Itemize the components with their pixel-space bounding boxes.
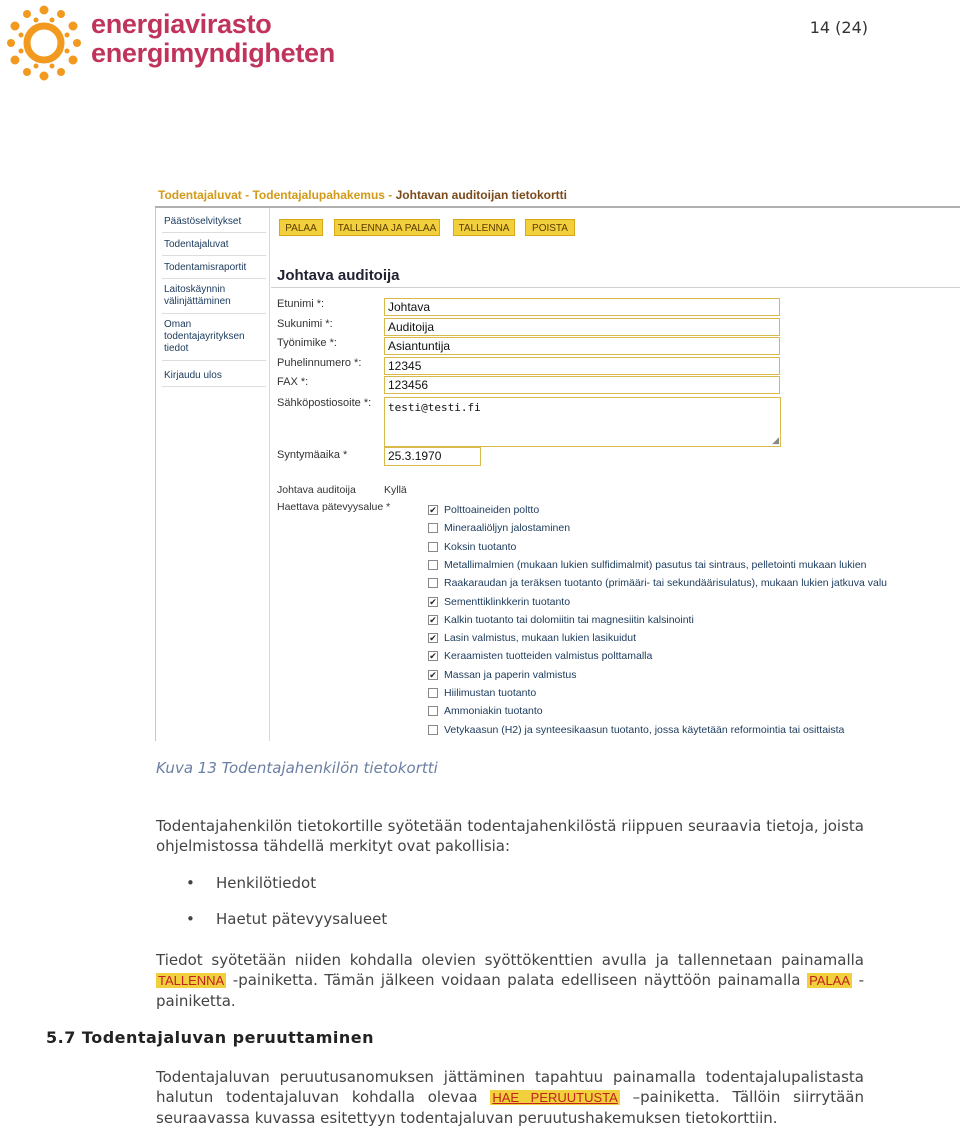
sidebar — [155, 208, 270, 741]
checkbox-label: Sementtiklinkkerin tuotanto — [444, 595, 571, 608]
tallenna-button-reference: TALLENNA — [158, 973, 225, 988]
sidebar-divider — [269, 208, 270, 741]
sidebar-separator — [162, 278, 266, 279]
checkbox-label: Mineraaliöljyn jalostaminen — [444, 522, 571, 535]
sidebar-item-todentamisraportit[interactable]: Todentamisraportit — [164, 262, 247, 273]
paragraph-intro: Todentajahenkilön tietokortille syötetään todentajahenkilöstä riippuen seuraavia tietoja, joista ohjelmistossa tähdellä merkityt ovat pakollisia: — [156, 817, 864, 855]
title-divider — [155, 206, 960, 208]
sidebar-separator — [162, 255, 266, 256]
checkbox-label: Polttoaineiden poltto — [444, 504, 540, 516]
checkbox-unchecked[interactable] — [428, 725, 438, 735]
checkbox-unchecked[interactable] — [428, 542, 438, 552]
tallenna-button[interactable]: TALLENNA — [453, 219, 515, 236]
checkbox-unchecked[interactable] — [428, 560, 438, 570]
palaa-button-reference: PALAA — [809, 973, 851, 988]
checkbox-label: Raakaraudan ja teräksen tuotanto (primääri- tai sekundäärisulatus), mukaan lukien jatkuva valu — [444, 577, 887, 590]
etunimi-field[interactable]: Johtava — [384, 298, 780, 316]
paragraph-cancellation: Todentajaluvan peruutusanomuksen jättäminen tapahtuu painamalla todentajalupalistasta halutun todentajaluvan kohdalla olevaa HAE PERUUTUSTA –painiketta. Tällöin siirrytään seuraavassa kuvassa esitettyyn todentajaluvan peruutushakemuksen tietokorttiin. — [156, 1068, 864, 1127]
checkbox-checked[interactable]: ✔ — [429, 596, 437, 607]
form-title-divider — [271, 287, 960, 288]
tyonimike-field[interactable]: Asiantuntija — [384, 337, 780, 355]
sidebar-separator — [162, 313, 266, 314]
form-title: Johtava auditoija — [277, 267, 400, 284]
syntymaaika-label: Syntymäaika * — [277, 449, 348, 461]
fax-field[interactable]: 123456 — [384, 376, 780, 394]
checkbox-label: Keraamisten tuotteiden valmistus polttamalla — [444, 650, 653, 663]
sidebar-item-laitoskaynnin[interactable]: Laitoskäynnin välinjättäminen — [164, 284, 231, 307]
patevyysalue-label: Haettava pätevyysalue * — [277, 501, 391, 513]
checkbox-unchecked[interactable] — [428, 578, 438, 588]
fax-label: FAX *: — [277, 376, 309, 388]
sahkoposti-field[interactable] — [384, 397, 781, 447]
checkbox-label: Vetykaasun (H2) ja synteesikaasun tuotanto, jossa käytetään reformointia tai osittaista — [444, 723, 845, 736]
logo-line-sv: energimyndigheten — [91, 38, 335, 68]
johtava-auditoija-label: Johtava auditoija — [277, 484, 356, 496]
sidebar-separator — [162, 360, 266, 361]
figure-caption: Kuva 13 Todentajahenkilön tietokortti — [156, 759, 438, 777]
page-number: 14 (24) — [809, 18, 868, 37]
sidebar-separator — [162, 386, 266, 387]
section-heading: 5.7 Todentajaluvan peruuttaminen — [46, 1028, 375, 1047]
logo-wordmark — [91, 10, 335, 68]
sukunimi-field[interactable]: Auditoija — [384, 318, 780, 336]
checkbox-label: Hiilimustan tuotanto — [444, 687, 537, 699]
bullet-icon: • — [186, 874, 195, 892]
checkbox-label: Ammoniakin tuotanto — [444, 705, 543, 718]
sidebar-item-todentajaluvat[interactable]: Todentajaluvat — [164, 239, 229, 250]
checkbox-checked[interactable]: ✔ — [429, 505, 437, 515]
checkbox-label: Massan ja paperin valmistus — [444, 668, 577, 681]
bullet-icon: • — [186, 910, 195, 928]
sahkoposti-value: testi@testi.fi — [388, 401, 481, 414]
checkbox-checked[interactable]: ✔ — [429, 651, 437, 662]
tallenna-ja-palaa-button[interactable]: TALLENNA JA PALAA — [334, 219, 440, 236]
sidebar-separator — [162, 232, 266, 233]
breadcrumb-item[interactable]: Todentajaluvat — [158, 188, 242, 202]
checkbox-checked[interactable]: ✔ — [429, 633, 437, 644]
puhelinnumero-field[interactable]: 12345 — [384, 357, 780, 375]
checkbox-label: Lasin valmistus, mukaan lukien lasikuidut — [444, 632, 637, 645]
checkbox-label: Koksin tuotanto — [444, 540, 517, 553]
checkbox-label: Kalkin tuotanto tai dolomiitin tai magnesiitin kalsinointi — [444, 613, 694, 626]
johtava-auditoija-value: Kyllä — [384, 484, 407, 496]
puhelinnumero-label: Puhelinnumero *: — [277, 357, 362, 369]
checkbox-checked[interactable]: ✔ — [429, 614, 437, 625]
checkbox-unchecked[interactable] — [428, 688, 438, 698]
checkbox-unchecked[interactable] — [428, 706, 438, 716]
embedded-screenshot — [155, 186, 960, 741]
sidebar-item-kirjaudu-ulos[interactable]: Kirjaudu ulos — [164, 370, 222, 381]
sahkoposti-label: Sähköpostiosoite *: — [277, 397, 372, 409]
sidebar-item-paastoselvitykset[interactable]: Päästöselvitykset — [164, 216, 242, 227]
tyonimike-label: Työnimike *: — [277, 337, 337, 349]
poista-button[interactable]: POISTA — [525, 219, 575, 236]
resize-handle-icon[interactable]: ◢ — [772, 435, 779, 445]
checkbox-unchecked[interactable] — [428, 523, 438, 533]
palaa-button[interactable]: PALAA — [279, 219, 323, 236]
list-item: Henkilötiedot — [216, 874, 317, 892]
checkbox-checked[interactable]: ✔ — [429, 669, 437, 680]
etunimi-label: Etunimi *: — [277, 298, 325, 310]
hae-peruutusta-button-reference: HAE PERUUTUSTA — [492, 1090, 618, 1105]
sidebar-item-oman-yrityksen-tiedot[interactable]: Oman todentajayrityksen tiedot — [164, 319, 245, 354]
breadcrumb: Todentajaluvat - Todentajalupahakemus - Johtavan auditoijan tietokortti — [158, 188, 567, 202]
energiavirasto-logo — [5, 4, 83, 82]
paragraph-save-instructions: Tiedot syötetään niiden kohdalla olevien syöttökenttien avulla ja tallennetaan painamalla TALLENNA -painiketta. Tämän jälkeen voidaan palata edelliseen näyttöön painamalla PALAA -painiketta. — [156, 951, 864, 1010]
breadcrumb-current: Johtavan auditoijan tietokortti — [395, 188, 567, 202]
checkbox-label: Metallimalmien (mukaan lukien sulfidimalmit) pasutus tai sintraus, pelletointi mukaan lukien — [444, 558, 867, 571]
logo-line-fi: energiavirasto — [91, 9, 272, 39]
syntymaaika-field[interactable]: 25.3.1970 — [384, 447, 481, 466]
list-item: Haetut pätevyysalueet — [216, 910, 388, 928]
breadcrumb-item[interactable]: Todentajalupahakemus — [252, 188, 385, 202]
sukunimi-label: Sukunimi *: — [277, 318, 333, 330]
